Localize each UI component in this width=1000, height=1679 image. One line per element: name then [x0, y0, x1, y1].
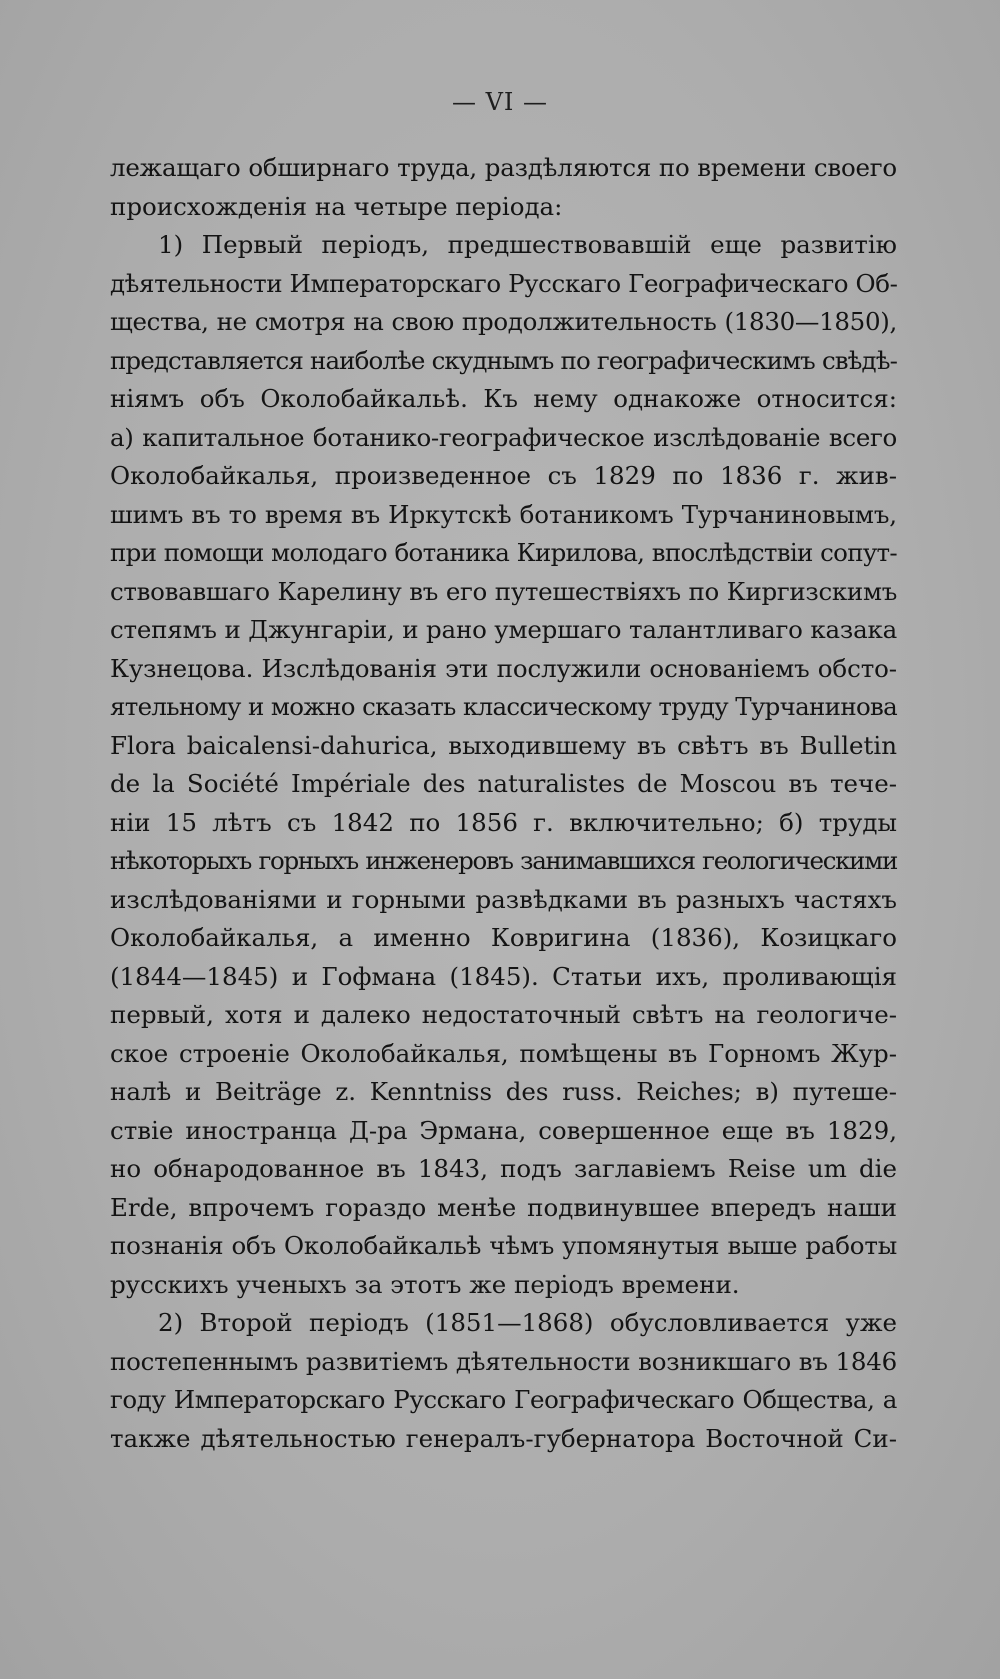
text-line: также дѣятельностью генералъ-губернатора Восточной Си-: [110, 1423, 897, 1453]
text-line: представляется наиболѣе скуднымъ по географическимъ свѣдѣ-: [110, 345, 897, 375]
text-line: степямъ и Джунгаріи, и рано умершаго талантливаго казака: [110, 615, 897, 644]
text-line: ствіе иностранца Д-ра Эрмана, совершенное еще въ 1829,: [110, 1115, 897, 1145]
text-line: шимъ въ то время въ Иркутскѣ ботаникомъ Турчаниновымъ,: [110, 499, 897, 529]
text-line: Околобайкалья, а именно Ковригина (1836), Козицкаго: [110, 923, 897, 952]
text-line: 2) Второй періодъ (1851—1868) обусловливается уже: [158, 1308, 897, 1337]
text-line: ствовавшаго Карелину въ его путешествіяхъ по Киргизскимъ: [110, 576, 897, 606]
text-line: познанія объ Околобайкальѣ чѣмъ упомянутыя выше работы: [110, 1231, 897, 1260]
text-line: Erde, впрочемъ гораздо менѣе подвинувшее впередъ наши: [110, 1192, 897, 1222]
text-line: но обнародованное въ 1843, подъ заглавіемъ Reise um die: [110, 1154, 897, 1183]
page-number: — VI —: [451, 88, 549, 116]
text-line: de la Société Impériale des naturalistes de Moscou въ тече-: [110, 769, 897, 798]
text-line: нѣкоторыхъ горныхъ инженеровъ занимавшихся геологическими: [110, 846, 897, 875]
text-line: 1) Первый періодъ, предшествовавшій еще развитію: [158, 230, 897, 259]
text-line: при помощи молодаго ботаника Кирилова, впослѣдствіи сопут-: [110, 538, 897, 567]
text-line: постепеннымъ развитіемъ дѣятельности возникшаго въ 1846: [110, 1346, 897, 1376]
text-line: первый, хотя и далеко недостаточный свѣтъ на геологиче-: [110, 1000, 897, 1029]
text-line: лежащаго обширнаго труда, раздѣляются по времени своего: [110, 153, 897, 182]
text-line: русскихъ ученыхъ за этотъ же періодъ времени.: [110, 1269, 740, 1299]
text-line: году Императорскаго Русскаго Географическаго Общества, а: [110, 1385, 897, 1414]
text-line: ніи 15 лѣтъ съ 1842 по 1856 г. включительно; б) труды: [110, 807, 897, 837]
text-line: Кузнецова. Изслѣдованія эти послужили основаніемъ обсто-: [110, 653, 897, 683]
text-line: Околобайкалья, произведенное съ 1829 по 1836 г. жив-: [110, 461, 897, 490]
text-line: происхожденія на четыре періода:: [110, 191, 563, 221]
text-line: ское строеніе Околобайкалья, помѣщены въ Горномъ Жур-: [110, 1038, 897, 1068]
text-line: щества, не смотря на свою продолжительность (1830—1850),: [110, 307, 897, 336]
body-text: [110, 149, 897, 1458]
text-line: дѣятельности Императорскаго Русскаго Географическаго Об-: [110, 268, 898, 298]
text-line: ніямъ объ Околобайкальѣ. Къ нему однакоже относится:: [110, 384, 897, 413]
text-line: изслѣдованіями и горными развѣдками въ разныхъ частяхъ: [110, 884, 897, 914]
text-line: ятельному и можно сказать классическому труду Турчанинова: [110, 692, 897, 721]
text-line: Flora baicalensi-dahurica, выходившему въ свѣтъ въ Bulletin: [110, 730, 897, 760]
text-line: (1844—1845) и Гофмана (1845). Статьи ихъ, проливающія: [110, 961, 897, 991]
text-line: налѣ и Beiträge z. Kenntniss des russ. Reiches; в) путеше-: [110, 1077, 897, 1106]
text-line: а) капитальное ботанико-географическое изслѣдованіе всего: [110, 422, 897, 452]
